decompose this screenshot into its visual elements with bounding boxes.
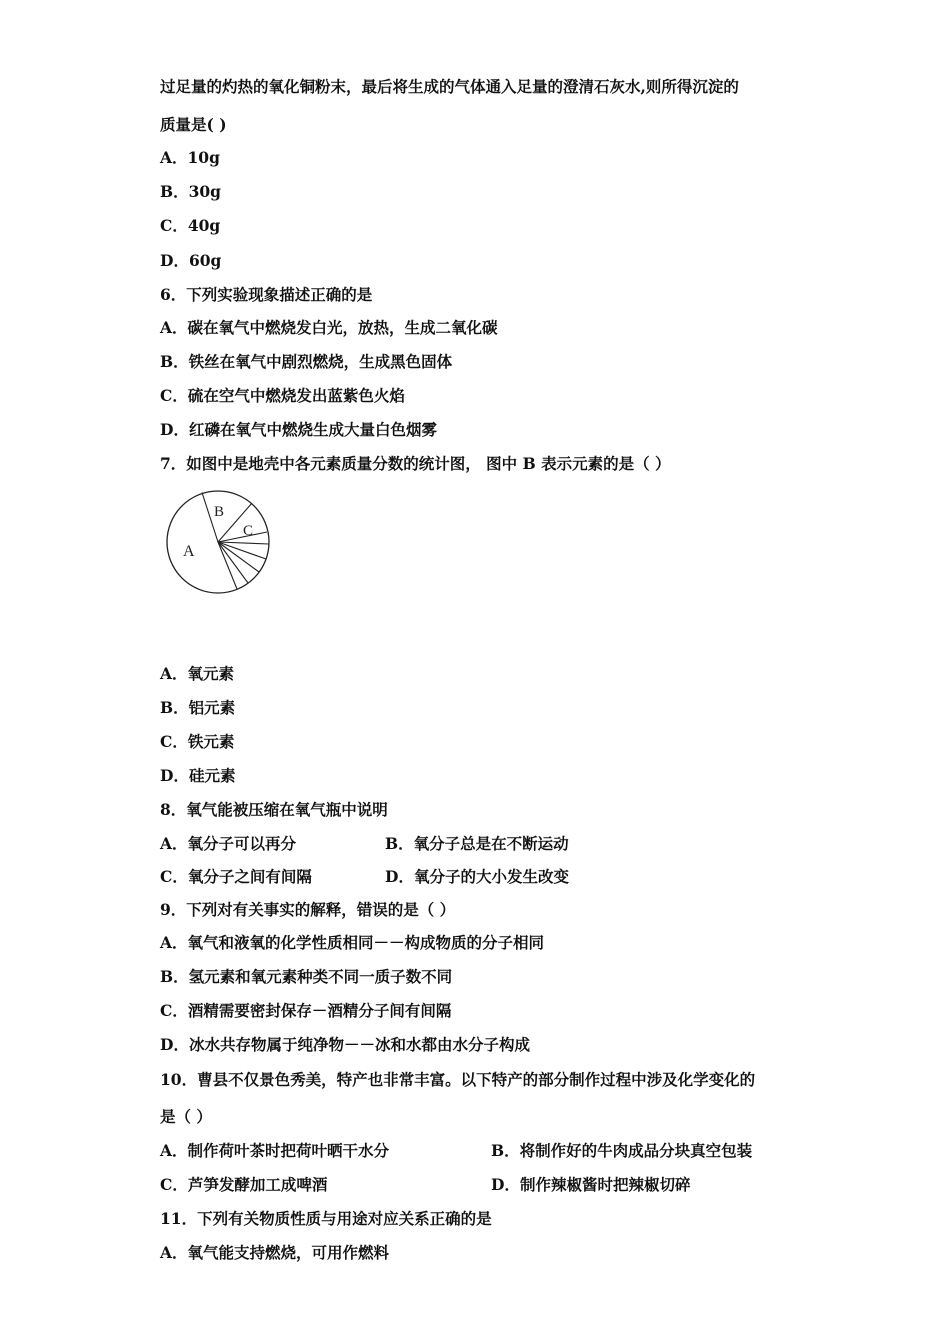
q5-stem-line1: 过足量的灼热的氧化铜粉末，最后将生成的气体通入足量的澄清石灰水,则所得沉淀的 [160, 77, 739, 96]
q6-option-b[interactable]: B．铁丝在氧气中剧烈燃烧，生成黑色固体 [160, 352, 453, 371]
q8-option-d[interactable]: D．氧分子的大小发生改变 [385, 867, 569, 886]
q6-option-c[interactable]: C．硫在空气中燃烧发出蓝紫色火焰 [160, 386, 405, 405]
q5-option-c[interactable]: C．40g [160, 216, 221, 235]
q7-option-c[interactable]: C．铁元素 [160, 732, 235, 751]
q10-stem-line2: 是（ ） [160, 1107, 212, 1126]
pie-divider-2 [218, 542, 269, 544]
q6-option-a[interactable]: A．碳在氧气中燃烧发白光，放热，生成二氧化碳 [160, 318, 498, 337]
pie-label-c: C [243, 523, 254, 539]
q6-option-d[interactable]: D．红磷在氧气中燃烧生成大量白色烟雾 [160, 420, 437, 439]
q11-option-a[interactable]: A．氧气能支持燃烧，可用作燃料 [160, 1243, 390, 1262]
q7-option-a[interactable]: A．氧元素 [160, 664, 235, 683]
q10-option-c[interactable]: C．芦笋发酵加工成啤酒 [160, 1175, 328, 1194]
q7-option-b[interactable]: B．铝元素 [160, 698, 236, 717]
earth-crust-pie-figure [160, 488, 275, 596]
pie-divider-3 [218, 542, 266, 559]
q10-option-b[interactable]: B．将制作好的牛肉成品分块真空包装 [491, 1141, 753, 1160]
q5-option-a[interactable]: A．10g [160, 148, 220, 167]
q10-stem-line1: 10．曹县不仅景色秀美，特产也非常丰富。以下特产的部分制作过程中涉及化学变化的 [160, 1070, 756, 1089]
pie-label-a: A [183, 543, 195, 560]
q10-option-a[interactable]: A．制作荷叶茶时把荷叶晒干水分 [160, 1141, 390, 1160]
q5-stem-line2: 质量是( ) [160, 115, 227, 134]
q9-option-c[interactable]: C．酒精需要密封保存－酒精分子间有间隔 [160, 1001, 452, 1020]
q11-stem: 11．下列有关物质性质与用途对应关系正确的是 [160, 1209, 492, 1228]
q9-stem: 9．下列对有关事实的解释，错误的是（ ） [160, 900, 456, 919]
q6-stem: 6．下列实验现象描述正确的是 [160, 285, 373, 304]
q9-option-d[interactable]: D．冰水共存物属于纯净物－－冰和水都由水分子构成 [160, 1035, 530, 1054]
q7-stem: 7．如图中是地壳中各元素质量分数的统计图， 图中 B 表示元素的是（ ） [160, 454, 671, 473]
q8-option-c[interactable]: C．氧分子之间有间隔 [160, 867, 312, 886]
q8-stem: 8．氧气能被压缩在氧气瓶中说明 [160, 800, 388, 819]
q5-option-d[interactable]: D．60g [160, 251, 222, 270]
q9-option-a[interactable]: A．氧气和液氧的化学性质相同－－构成物质的分子相同 [160, 933, 545, 952]
q8-option-b[interactable]: B．氧分子总是在不断运动 [385, 834, 569, 853]
q10-option-d[interactable]: D．制作辣椒酱时把辣椒切碎 [491, 1175, 691, 1194]
q5-option-b[interactable]: B．30g [160, 182, 222, 201]
pie-divider-5 [218, 542, 248, 583]
q7-option-d[interactable]: D．硅元素 [160, 766, 236, 785]
pie-label-b: B [214, 504, 225, 520]
q8-option-a[interactable]: A．氧分子可以再分 [160, 834, 297, 853]
q9-option-b[interactable]: B．氢元素和氧元素种类不同一质子数不同 [160, 967, 453, 986]
